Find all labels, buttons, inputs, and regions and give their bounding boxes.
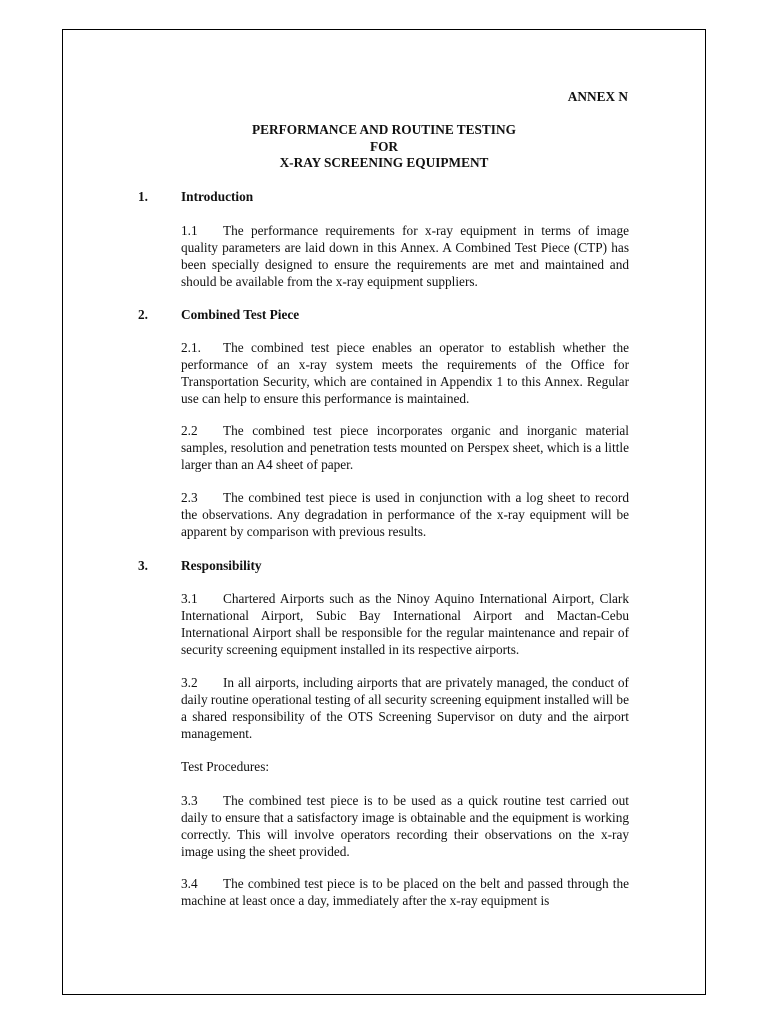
title-line-1: PERFORMANCE AND ROUTINE TESTING [252,122,516,137]
paragraph-number: 1.1 [181,223,198,238]
section-3-number: 3. [138,558,148,573]
paragraph-2-3 [181,489,629,540]
paragraph-text: Chartered Airports such as the Ninoy Aquino International Airport, Clark International Airport, Subic Bay International Airport and Mactan-Cebu International Airport shall be responsible for the regular maintenance and repair of security screening equipment installed in its respective airports. [181,591,629,657]
paragraph-number: 2.3 [181,490,198,505]
section-3-heading: Responsibility [181,558,262,573]
paragraph-text: The combined test piece is used in conjunction with a log sheet to record the observations. Any degradation in performance of the x-ray equipment will be apparent by comparison with previous results. [181,490,629,539]
paragraph-text: In all airports, including airports that are privately managed, the conduct of daily routine operational testing of all security screening equipment installed will be a shared responsibility of the OTS Screening Supervisor on duty and the airport management. [181,675,629,741]
section-1-number: 1. [138,189,148,204]
paragraph-number: 3.1 [181,591,198,606]
paragraph-3-1 [181,590,629,658]
paragraph-2-1 [181,339,629,407]
title-line-2: FOR [369,138,399,154]
paragraph-number: 2.2 [181,423,198,438]
paragraph-3-4 [181,875,629,909]
title-line-3: X-RAY SCREENING EQUIPMENT [279,155,489,170]
section-2-heading: Combined Test Piece [181,307,300,322]
section-1-heading: Introduction [181,189,254,204]
paragraph-2-2 [181,422,629,473]
paragraph-text: The combined test piece is to be placed on the belt and passed through the machine at least once a day, immediately after the x-ray equipment is [181,876,629,908]
paragraph-number: 3.4 [181,876,198,891]
paragraph-text: The combined test piece is to be used as a quick routine test carried out daily to ensure that a satisfactory image is obtainable and the equipment is working correctly. This will involve operators recording their observations on the x-ray image using the sheet provided. [181,793,629,859]
paragraph-3-3 [181,792,629,860]
paragraph-number: 2.1. [181,340,201,355]
paragraph-text: The combined test piece enables an operator to establish whether the performance of an x-ray system meets the requirements of the Office for Transportation Security, which are contained in Appendix 1 to this Annex. Regular use can help to ensure this performance is maintained. [181,340,629,406]
document-title [0,122,768,172]
paragraph-text: The combined test piece incorporates organic and inorganic material samples, resolution and penetration tests mounted on Perspex sheet, which is a little larger than an A4 sheet of paper. [181,423,629,472]
paragraph-text: The performance requirements for x-ray equipment in terms of image quality parameters are laid down in this Annex. A Combined Test Piece (CTP) has been specially designed to ensure the requirements are met and maintained and should be available from the x-ray equipment suppliers. [181,223,629,289]
annex-label: ANNEX N [567,89,628,104]
paragraph-number: 3.2 [181,675,198,690]
test-procedures-label: Test Procedures: [181,759,270,774]
paragraph-1-1 [181,222,629,290]
section-2-number: 2. [138,307,148,322]
paragraph-3-2 [181,674,629,742]
paragraph-number: 3.3 [181,793,198,808]
